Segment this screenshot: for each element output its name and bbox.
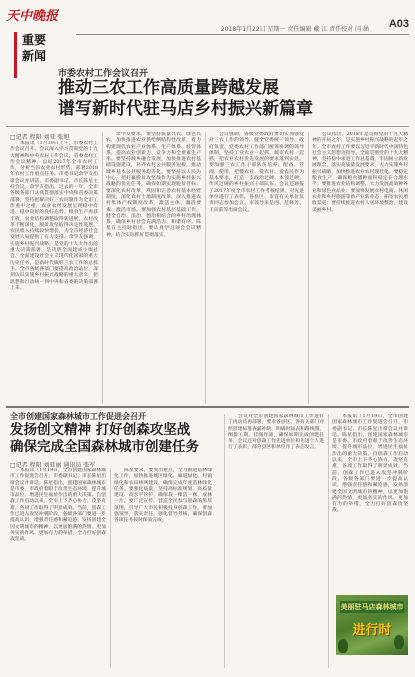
story2-kicker: 全市创建国家森林城市工作促进会召开 bbox=[10, 412, 146, 421]
story2-column-2 bbox=[114, 468, 212, 668]
story2-column-1 bbox=[10, 468, 106, 668]
story1-byline: □记者 程阳 刘亚 张旭 bbox=[10, 134, 70, 141]
story2-byline: □记者 程阳 刘亚丽 通讯员 张军 bbox=[10, 462, 96, 469]
story1-column-1-text: 本报讯（1月19日上午，市委农村工作会议召开。会议深入学习贯彻党的十九大精神和中央农村工作会议、省委农村工作会议精神，总结2017年全市农村工作，分析当前农业农村形势，部署2018年农村工作重点任务。市委书记余学友出席会议并讲话，市委副书记、市长陈星主持会议。余学友指出，过去的一年，全市各级各部门认真贯彻落实中央和省委决策部署，坚持把解决好三农问题作为全市工作重中之重，农业农村发展呈现稳中有进、稳中向好的良好态势。粮食生产再获丰收，农业结构调整取得新进展，农村改革不断深化，脱贫攻坚取得决定性进展，农民收入持续较快增长，为全市经济社会发展大局提供了有力支撑。余学友强调，实施乡村振兴战略，是党的十九大作出的重大决策部署，是决胜全面建成小康社会、全面建设社会主义现代化国家的重大历史任务，是新时代做好三农工作的总抓手。全市各级各部门要提高政治站位，深刻认识实施乡村振兴战略的重大意义，把思想和行动统一到中央和省委的决策部署上来。 bbox=[10, 141, 98, 291]
story2-column-3-text: 会议对全市创建国家森林城市工作进行了再动员再部署，要求各县区、各有关部门对照创建标准查漏补缺，明确时间表和路线图，倒排工期，挂图作战，确保如期完成创建任务。会议还对创森工作先进单位和先进个人进行了表彰，部分县区和单位作了表态发言。 bbox=[228, 414, 324, 451]
story1-column-3 bbox=[209, 132, 304, 403]
story1-headline-line2: 谱写新时代驻马店乡村振兴新篇章 bbox=[58, 99, 313, 119]
dateline: 2018年1月22日 星期一 责任编辑 戴 江 责任校对 闫 涵 bbox=[220, 26, 369, 33]
story2-headline-line2: 确保完成全国森林城市创建任务 bbox=[10, 439, 199, 455]
page-number: A03 bbox=[388, 18, 409, 30]
newspaper-logo: 天中晚报 bbox=[6, 9, 59, 24]
story2-headline bbox=[10, 422, 220, 456]
story2-column-3 bbox=[228, 414, 324, 668]
story1-column-3-text: 会议强调，各级党委政府要切实加强党对三农工作的领导，健全党委统一领导、政府负责、党委农村工作部门统筹协调的领导体制，坚持工业农业一起抓、城市农村一起抓，把农业农村优先发展的要求落到实处。要加强三农工作干部队伍培养、配备、管理、使用，把懂农业、爱农村、爱农民作为基本要求，打造一支政治过硬、本领过硬、作风过硬的乡村振兴干部队伍。会议还通报了2017年度全市农村工作考核结果，对先进单位进行了表彰。各县区、市直有关单位负责同志参加会议。市领导朱是西、范修芳、王向前等出席会议。 bbox=[209, 132, 304, 213]
column-divider bbox=[102, 132, 103, 404]
column-divider bbox=[308, 132, 309, 404]
story1-column-2 bbox=[106, 132, 201, 403]
story2-column-2-text: 陈星要求，要突出重点，全力推进造林绿化工作，加快推进城区绿化、廊道绿化、村镇绿化和农田林网建设，确保完成年度造林绿化任务。要强化质量，坚持高标准规划、高质量建设、高水平管护，确保栽一棵活一棵，成林一片。要广泛宣传，营造全民参与创森的浓厚氛围，引导广大市民积极投身创森工作。要加强领导，落实责任，强化督导考核，确保创森各项任务按时保质完成。 bbox=[114, 468, 212, 524]
story2-headline-line1: 发扬创文精神 打好创森攻坚战 bbox=[10, 422, 191, 438]
column-divider bbox=[328, 414, 329, 668]
story1-kicker: 市委农村工作会议召开 bbox=[58, 69, 149, 79]
story1-rule bbox=[6, 126, 409, 127]
forest-city-photo bbox=[336, 595, 408, 655]
story2-column-1-text: 本报讯（1月19日，全市创建国家森林城市工作促进会召开，市委副书记、市长陈星出席会议并讲话。陈星指出，创建国家森林城市是市委、市政府着眼于改善生态环境、提升城市品位、增进民生福祉作出的重大决策。自创森工作启动以来，全市上下齐心协力，攻坚克难，各项工作取得了明显成效。当前，创森工作已进入攻坚冲刺阶段，各级各部门要进一步提高认识，增强责任感和紧迫感，发扬创建全国文明城市的精神，以更加饱满的热情、更加务实的作风、更加有力的举措，全力打好创森攻坚战。 bbox=[10, 468, 106, 543]
tree-shape bbox=[338, 639, 348, 653]
column-divider bbox=[205, 132, 206, 404]
photo-banner-top: 美丽驻马店森林城市 bbox=[340, 603, 404, 611]
story1-column-4 bbox=[312, 132, 408, 403]
photo-banner-main: 进行时 bbox=[352, 623, 392, 638]
masthead-rule bbox=[76, 34, 409, 35]
column-divider bbox=[110, 468, 111, 668]
masthead bbox=[6, 6, 409, 64]
story2-column-4 bbox=[332, 414, 408, 590]
story1-headline-line1: 推动三农工作高质量跨越发展 bbox=[58, 78, 279, 98]
story1-column-2-text: 余学友要求，要坚持质量兴农、绿色兴农，加快推进农业供给侧结构性改革，着力构建现代农业产业体系、生产体系、经营体系，提高农业创新力、竞争力和全要素生产率。要坚持城乡融合发展，加快推进农村基础设施建设，补齐农村公共服务短板，推动城乡基本公共服务均等化。要坚持以人民为中心，把打赢脱贫攻坚战作为实施乡村振兴战略的优先任务，确保如期实现脱贫目标。要深化农村改革，巩固和完善农村基本经营制度，深化农村土地制度改革，深入推进农村集体产权制度改革，激活主体、激活要素、激活市场。要加强农村基层基础工作，健全自治、法治、德治相结合的乡村治理体系，确保乡村社会充满活力、和谐有序。陈星在主持时指出，要认真学习领会会议精神，结合实际抓好贯彻落实。 bbox=[106, 132, 201, 238]
column-divider bbox=[224, 414, 225, 668]
story1-headline bbox=[58, 78, 408, 120]
story1-column-1 bbox=[10, 141, 98, 403]
section-label-line1: 重要 bbox=[22, 33, 47, 47]
section-label-line2: 新闻 bbox=[22, 49, 47, 63]
story2-column-4-text: 本报讯（1月19日，全市创建国家森林城市工作促进会召开，市委副书记、市长陈星出席会议并讲话。陈星指出，创建国家森林城市是市委、市政府着眼于改善生态环境、提升城市品位、增进民生福祉作出的重大决策。自创森工作启动以来，全市上下齐心协力，攻坚克难，各项工作取得了明显成效。当前，创森工作已进入攻坚冲刺阶段，各级各部门要进一步提高认识，增强责任感和紧迫感，发扬创建全国文明城市的精神，以更加饱满的热情、更加务实的作风、更加有力的举措，全力打好创森攻坚战。 bbox=[332, 414, 408, 514]
story-separator bbox=[6, 406, 409, 408]
story1-column-4-text: 会议指出，2018年是贯彻党的十九大精神的开局之年，是实施乡村振兴战略的起步之年。全市农村工作要以习近平新时代中国特色社会主义思想为指导，全面贯彻党的十九大精神，坚持稳中求进工作总基调，牢固树立新发展理念，落实高质量发展要求，大力实施乡村振兴战略，加快推进农业农村现代化。要稳定粮食生产，确保粮食播种面积稳定在合理水平；要推进农业结构调整，大力发展高效种养业和绿色食品业；要加快发展农村电商、休闲农业和乡村旅游等新产业新业态，拓宽农民增收渠道；要持续推进农村人居环境整治，建设美丽乡村。 bbox=[312, 132, 408, 213]
